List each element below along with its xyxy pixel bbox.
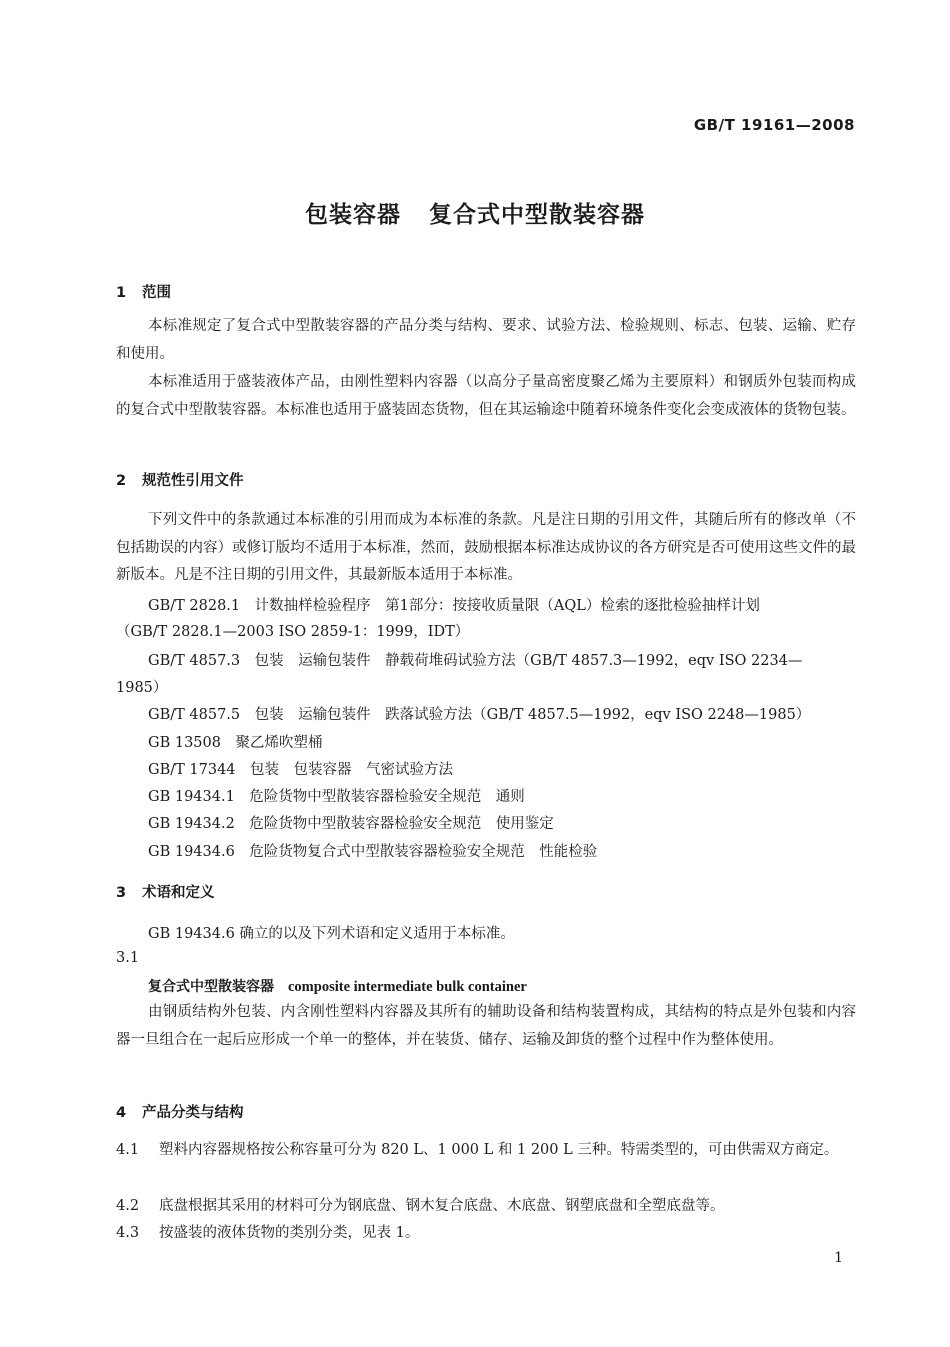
clause-4-3 bbox=[116, 1220, 856, 1248]
section-heading-4: 4 产品分类与结构 bbox=[116, 1105, 244, 1121]
section-heading-1: 1 范围 bbox=[116, 285, 171, 301]
section2-intro: 下列文件中的条款通过本标准的引用而成为本标准的条款。凡是注日期的引用文件，其随后所有的修改单（不包括勘误的内容）或修订版均不适用于本标准，然而，鼓励根据本标准达成协议的各方研究是否可使用这些文件的最新版本。凡是不注日期的引用文件，其最新版本适用于本标准。 bbox=[116, 512, 856, 583]
ref-2: GB/T 4857.3 包装 运输包装件 静载荷堆码试验方法（GB/T 4857.3—1992，eqv ISO 2234— bbox=[148, 653, 803, 669]
page-title bbox=[0, 196, 950, 229]
clause-number: 4.2 bbox=[116, 1198, 140, 1214]
ref-1: GB/T 2828.1 计数抽样检验程序 第1部分：按接收质量限（AQL）检索的逐批检验抽样计划 bbox=[148, 598, 760, 614]
term-en: composite intermediate bulk container bbox=[288, 979, 527, 995]
term-cn: 复合式中型散装容器 bbox=[148, 979, 274, 995]
section-heading-2: 2 规范性引用文件 bbox=[116, 473, 244, 489]
clause-text: 塑料内容器规格按公称容量可分为 820 L、1 000 L 和 1 200 L 三种。特需类型的，可由供需双方商定。 bbox=[159, 1142, 839, 1158]
ref-7: GB 19434.2 危险货物中型散装容器检验安全规范 使用鉴定 bbox=[148, 816, 554, 832]
clause-text: 按盛装的液体货物的类别分类，见表 1。 bbox=[159, 1225, 420, 1241]
clause-number: 4.1 bbox=[116, 1142, 140, 1158]
term-definition: 由钢质结构外包装、内含刚性塑料内容器及其所有的辅助设备和结构装置构成，其结构的特点是外包装和内容器一旦组合在一起后应形成一个单一的整体，并在装货、储存、运输及卸货的整个过程中作为整体使用。 bbox=[116, 1004, 856, 1048]
ref-2-cont: 1985） bbox=[116, 680, 168, 696]
section-heading-3: 3 术语和定义 bbox=[116, 885, 215, 901]
ref-3: GB/T 4857.5 包装 运输包装件 跌落试验方法（GB/T 4857.5—1992，eqv ISO 2248—1985） bbox=[148, 707, 811, 723]
section3-intro: GB 19434.6 确立的以及下列术语和定义适用于本标准。 bbox=[148, 926, 515, 942]
ref-6: GB 19434.1 危险货物中型散装容器检验安全规范 通则 bbox=[148, 789, 525, 805]
ref-8: GB 19434.6 危险货物复合式中型散装容器检验安全规范 性能检验 bbox=[148, 844, 598, 860]
section1-para1: 本标准规定了复合式中型散装容器的产品分类与结构、要求、试验方法、检验规则、标志、包装、运输、贮存和使用。 bbox=[116, 318, 856, 362]
clause-4-1 bbox=[116, 1137, 856, 1165]
page-number: 1 bbox=[834, 1250, 843, 1266]
term-number: 3.1 bbox=[116, 950, 140, 966]
section1-para2: 本标准适用于盛装液体产品，由刚性塑料内容器（以高分子量高密度聚乙烯为主要原料）和钢质外包装而构成的复合式中型散装容器。本标准也适用于盛装固态货物，但在其运输途中随着环境条件变化会变成液体的货物包装。 bbox=[116, 374, 856, 418]
title-part2: 复合式中型散装容器 bbox=[429, 202, 645, 228]
clause-text: 底盘根据其采用的材料可分为钢底盘、钢木复合底盘、木底盘、钢塑底盘和全塑底盘等。 bbox=[159, 1198, 725, 1214]
standard-number: GB/T 19161—2008 bbox=[693, 116, 855, 134]
clause-number: 4.3 bbox=[116, 1225, 140, 1241]
ref-5: GB/T 17344 包装 包装容器 气密试验方法 bbox=[148, 762, 454, 778]
ref-4: GB 13508 聚乙烯吹塑桶 bbox=[148, 735, 323, 751]
ref-1-cont: （GB/T 2828.1—2003 ISO 2859-1：1999，IDT） bbox=[116, 624, 470, 640]
term-title bbox=[148, 976, 527, 996]
clause-4-2 bbox=[116, 1193, 856, 1221]
title-part1: 包装容器 bbox=[305, 202, 401, 228]
